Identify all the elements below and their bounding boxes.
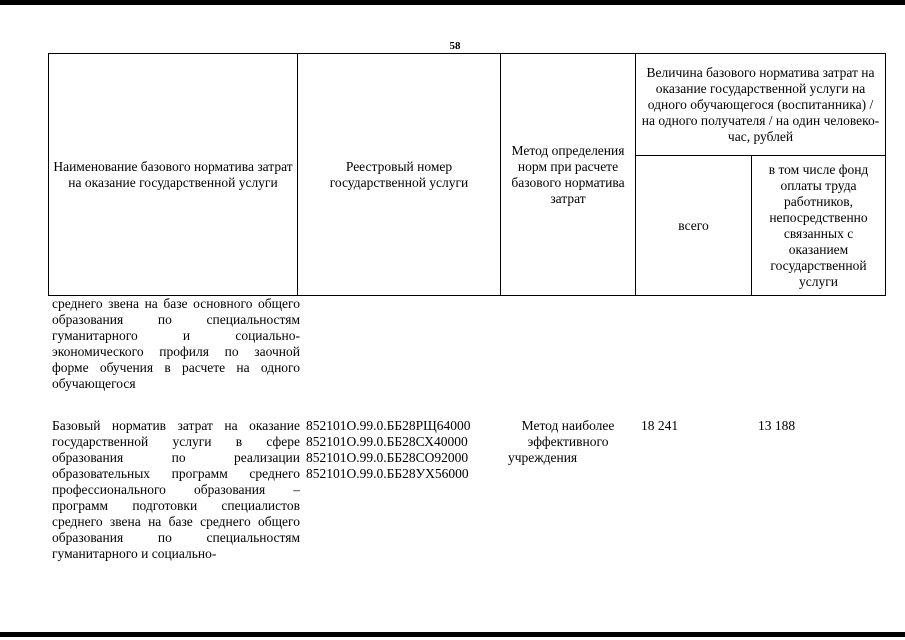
header-cell-wage-fund: в том числе фонд оплаты труда работников, непосредственно связанных с оказанием государственной услуги <box>752 156 886 296</box>
registry-number: 852101О.99.0.ББ28УХ56000 <box>306 466 469 481</box>
table-header <box>48 53 886 296</box>
top-border-rule <box>0 0 905 5</box>
registry-number: 852101О.99.0.ББ28СХ40000 <box>306 434 468 449</box>
header-cell-method: Метод определения норм при расчете базового норматива затрат <box>501 54 636 296</box>
row-continuation-name: среднего звена на базе основного общего образования по специальностям гуманитарного и социально-экономического профиля по заочной форме обучения в расчете на одного обучающегося <box>52 296 300 391</box>
row-registry-numbers <box>306 418 506 482</box>
registry-number: 852101О.99.0.ББ28СО92000 <box>306 450 469 465</box>
row-total: 18 241 <box>641 418 679 433</box>
row-name: Базовый норматив затрат на оказание государственной услуги в сфере образования по реализации образовательных программ среднего профессионального образования – программ подготовки специалистов среднего звена на базе среднего общего образования по специальностям гуманитарного и социально- <box>52 418 300 561</box>
row-wage-fund: 13 188 <box>758 418 796 433</box>
header-cell-registry: Реестровый номер государственной услуги <box>298 54 501 296</box>
bottom-border-rule <box>0 632 905 637</box>
page-number: 58 <box>449 40 461 52</box>
header-cell-name: Наименование базового норматива затрат на оказание государственной услуги <box>49 54 298 296</box>
header-cell-total: всего <box>636 156 752 296</box>
registry-number: 852101О.99.0.ББ28РЩ64000 <box>306 418 471 433</box>
header-cell-normative-value: Величина базового норматива затрат на оказание государственной услуги на одного обучающегося (воспитанника) / на одного получателя / на один человеко-час, рублей <box>636 54 886 156</box>
row-method: Метод наиболее эффективного учреждения <box>508 418 615 465</box>
